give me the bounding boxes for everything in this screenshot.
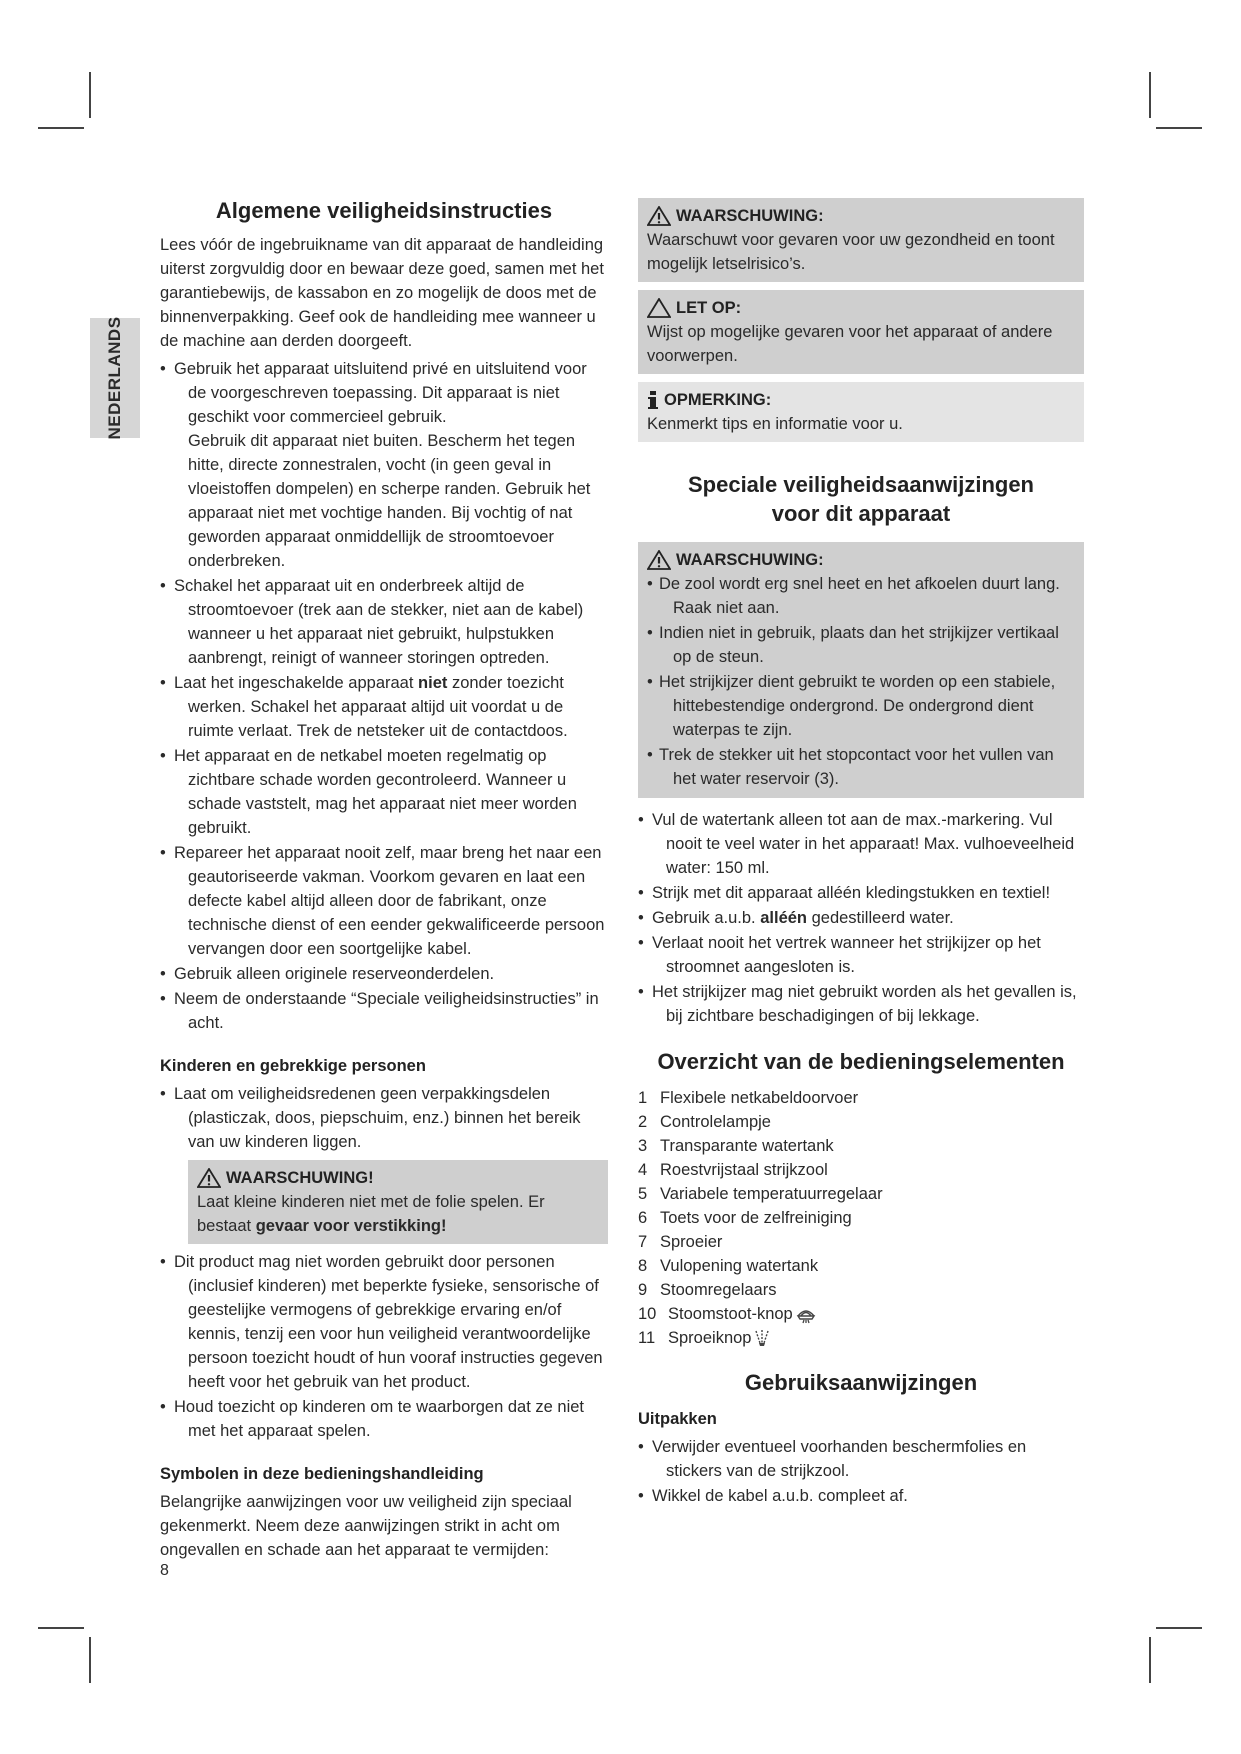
list-item-continuation: Gebruik dit apparaat niet buiten. Bescherm het tegen hitte, directe zonnestralen, vocht (in geen geval in vloeistoffen dompelen) en scherpe randen. Gebruik het apparaat niet met vochtige handen. Bij vochtig of nat geworden apparaat onmiddellijk de stroomtoevoer onderbreken. [188, 432, 591, 570]
kids-warning-text: Laat kleine kinderen niet met de folie spelen. Er bestaat gevaar voor verstikking! [197, 1193, 545, 1235]
caution-label: LET OP: [676, 299, 742, 317]
list-item: • Het strijkijzer mag niet gebruikt worden als het gevallen is, bij zichtbare beschadigingen of bij lekkage. [638, 980, 1084, 1028]
crop-mark [38, 127, 84, 129]
page-number: 8 [160, 1562, 169, 1579]
steam-burst-icon [795, 1304, 817, 1324]
list-item: 6 Toets voor de zelfreiniging [638, 1209, 852, 1227]
list-item: • Het strijkijzer dient gebruikt te worden op een stabiele, hittebestendige ondergrond. De ondergrond dient waterpas te zijn. [647, 670, 1075, 742]
caution-description: Wijst op mogelijke gevaren voor het apparaat of andere voorwerpen. [647, 323, 1053, 365]
left-column [160, 196, 608, 1562]
special-safety-list [638, 808, 1084, 1028]
list-item: • Repareer het apparaat nooit zelf, maar breng het naar een geautoriseerde vakman. Voorkom gevaren en laat een defecte kabel altijd alleen door de fabrikant, onze technische dienst of een eender gekwalificeerde persoon vervangen door een soortgelijke kabel. [160, 841, 608, 961]
caution-triangle-icon [647, 298, 671, 318]
crop-mark [1156, 1627, 1202, 1629]
language-label: NEDERLANDS [105, 316, 124, 440]
note-legend-box [638, 382, 1084, 442]
list-item: 1 Flexibele netkabeldoorvoer [638, 1089, 859, 1107]
list-item: 7 Sproeier [638, 1233, 723, 1251]
crop-mark [89, 72, 91, 118]
list-item: • Trek de stekker uit het stopcontact voor het vullen van het water reservoir (3). [647, 743, 1075, 791]
list-item: • Neem de onderstaande “Speciale veiligheidsinstructies” in acht. [160, 987, 608, 1035]
crop-mark [1156, 127, 1202, 129]
info-icon [647, 390, 659, 410]
special-warning-label: WAARSCHUWING: [676, 551, 824, 569]
list-item: 3 Transparante watertank [638, 1137, 834, 1155]
list-item: • Houd toezicht op kinderen om te waarborgen dat ze niet met het apparaat spelen. [160, 1395, 608, 1443]
kids-list [160, 1082, 608, 1154]
list-item: • Het apparaat en de netkabel moeten regelmatig op zichtbare schade worden gecontroleerd. Wanneer u schade vaststelt, mag het apparaat niet meer worden gebruikt. [160, 744, 608, 840]
list-item: • Gebruik a.u.b. alléén gedestilleerd water. [638, 906, 1084, 930]
list-item: 9 Stoomregelaars [638, 1281, 777, 1299]
crop-mark [1149, 1637, 1151, 1683]
list-item: • Gebruik alleen originele reserveonderdelen. [160, 962, 608, 986]
warning-triangle-icon [647, 206, 671, 226]
section-title-overview: Overzicht van de bedieningselementen [657, 1049, 1065, 1074]
warning-description: Waarschuwt voor gevaren voor uw gezondheid en toont mogelijk letselrisico’s. [647, 231, 1055, 273]
kids-list-2 [160, 1250, 608, 1443]
caution-legend-box [638, 290, 1084, 374]
list-item: • Gebruik het apparaat uitsluitend privé en uitsluitend voor de voorgeschreven toepassing. Dit apparaat is niet geschikt voor commercieel gebruik. Gebruik dit apparaat niet buiten. Bescherm het tegen hitte, directe zonnestralen, vocht (in geen geval in vloeistoffen dompelen) en scherpe randen. Gebruik het apparaat niet met vochtige handen. Bij vochtig of nat geworden apparaat onmiddellijk de stroomtoevoer onderbreken. [160, 357, 608, 573]
warning-triangle-icon [197, 1168, 221, 1188]
list-item: • Strijk met dit apparaat alléén kledingstukken en textiel! [638, 881, 1084, 905]
list-item: 11 Sproeiknop [638, 1326, 1084, 1350]
list-item: 5 Variabele temperatuurregelaar [638, 1185, 883, 1203]
safety-list [160, 357, 608, 1035]
list-item: • Verwijder eventueel voorhanden beschermfolies en stickers van de strijkzool. [638, 1435, 1084, 1483]
list-item: • Verlaat nooit het vertrek wanneer het strijkijzer op het stroomnet aangesloten is. [638, 931, 1084, 979]
section-title-usage: Gebruiksaanwijzingen [744, 1370, 978, 1395]
list-item: 10 Stoomstoot-knop [638, 1302, 1084, 1326]
list-item: • Schakel het apparaat uit en onderbreek altijd de stroomtoevoer (trek aan de stekker, niet aan de kabel) wanneer u het apparaat niet gebruikt, hulpstukken aanbrengt, reinigt of wanneer storingen optreden. [160, 574, 608, 670]
list-item: • Indien niet in gebruik, plaats dan het strijkijzer vertikaal op de steun. [647, 621, 1075, 669]
crop-mark [1149, 72, 1151, 118]
kids-warning-box [188, 1160, 608, 1244]
special-warning-box [638, 542, 1084, 798]
crop-mark [89, 1637, 91, 1683]
crop-mark [38, 1627, 84, 1629]
list-item: • Laat om veiligheidsredenen geen verpakkingsdelen (plasticzak, doos, piepschuim, enz.) binnen het bereik van uw kinderen liggen. [160, 1082, 608, 1154]
list-item: • Dit product mag niet worden gebruikt door personen (inclusief kinderen) met beperkte fysieke, sensorische of geestelijke vermogens of gebrekkige ervaring en/of kennis, tenzij een voor hun veiligheid verantwoordelijke persoon toezicht houdt of hun vooraf instructies gegeven heeft voor het gebruik van het product. [160, 1250, 608, 1394]
warning-legend-box [638, 198, 1084, 282]
intro-paragraph: Lees vóór de ingebruikname van dit apparaat de handleiding uiterst zorgvuldig door en bewaar deze goed, samen met het garantiebewijs, de kassabon en zo mogelijk de doos met de binnenverpakking. Geef ook de handleiding mee wanneer u de machine aan derden doorgeeft. [160, 236, 604, 350]
symbols-heading: Symbolen in deze bedieningshandleiding [160, 1465, 484, 1483]
language-side-tab [90, 318, 140, 438]
warning-triangle-icon [647, 550, 671, 570]
unpack-heading: Uitpakken [638, 1410, 717, 1428]
list-item: • Vul de watertank alleen tot aan de max.-markering. Vul nooit te veel water in het apparaat! Max. vulhoeveelheid water: 150 ml. [638, 808, 1084, 880]
list-item: • Wikkel de kabel a.u.b. compleet af. [638, 1484, 1084, 1508]
unpack-list [638, 1435, 1084, 1508]
list-item: 8 Vulopening watertank [638, 1257, 819, 1275]
spray-icon [753, 1328, 771, 1348]
kids-warning-header: WAARSCHUWING! [197, 1166, 599, 1190]
controls-overview-list [638, 1086, 1084, 1350]
right-column [638, 198, 1084, 1509]
list-item: • Laat het ingeschakelde apparaat niet zonder toezicht werken. Schakel het apparaat altijd uit voordat u de ruimte verlaat. Trek de netsteker uit de contactdoos. [160, 671, 608, 743]
section-title-special-safety: Speciale veiligheidsaanwijzingen voor dit apparaat [687, 472, 1034, 526]
list-item: • De zool wordt erg snel heet en het afkoelen duurt lang. Raak niet aan. [647, 572, 1075, 620]
list-item: 4 Roestvrijstaal strijkzool [638, 1161, 828, 1179]
section-title-general-safety: Algemene veiligheidsinstructies [215, 198, 553, 223]
symbols-text: Belangrijke aanwijzingen voor uw veiligheid zijn speciaal gekenmerkt. Neem deze aanwijzingen strikt in acht om ongevallen en schade aan het apparaat te vermijden: [160, 1493, 572, 1559]
note-label: OPMERKING: [664, 391, 772, 409]
warning-label: WAARSCHUWING: [676, 207, 824, 225]
list-item: 2 Controlelampje [638, 1113, 771, 1131]
special-warning-list [647, 572, 1075, 791]
kids-heading: Kinderen en gebrekkige personen [160, 1057, 426, 1075]
note-description: Kenmerkt tips en informatie voor u. [647, 415, 903, 433]
